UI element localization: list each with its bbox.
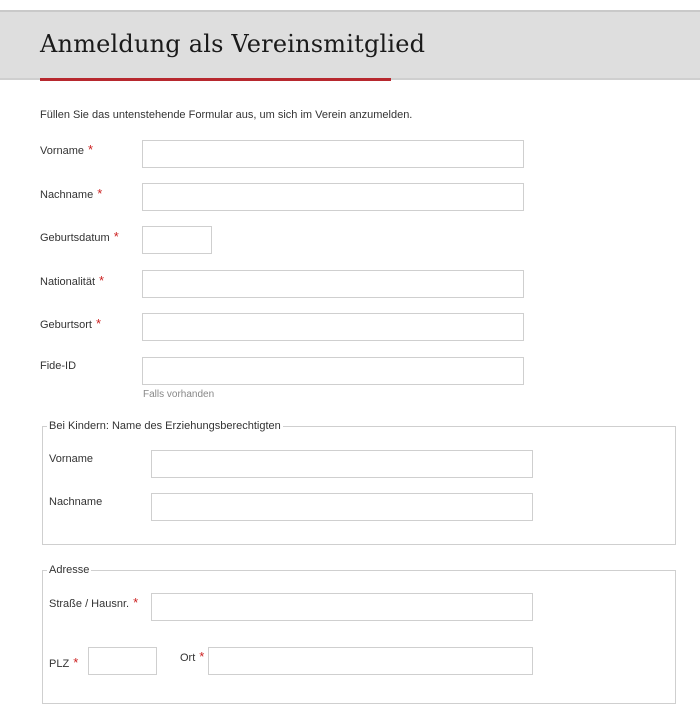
plz-label-text: PLZ	[49, 658, 70, 670]
nachname-input[interactable]	[142, 183, 524, 211]
form-intro: Füllen Sie das untenstehende Formular aus, um sich im Verein anzumelden.	[40, 109, 413, 121]
guardian-nachname-label: Nachname	[49, 496, 103, 508]
nachname-label-text: Nachname	[40, 189, 94, 201]
address-legend: Adresse	[49, 564, 90, 576]
geburtsdatum-label	[40, 229, 119, 244]
strasse-label	[49, 595, 138, 610]
required-marker: *	[133, 595, 139, 610]
ort-label	[180, 649, 204, 664]
fide-id-hint: Falls vorhanden	[143, 389, 215, 400]
plz-label	[49, 655, 78, 670]
guardian-nachname-input[interactable]	[151, 493, 533, 521]
nationalitaet-input[interactable]	[142, 270, 524, 298]
fide-id-label: Fide-ID	[40, 360, 77, 372]
guardian-legend: Bei Kindern: Name des Erziehungsberechtigten	[49, 420, 281, 432]
nationalitaet-label-text: Nationalität	[40, 276, 96, 288]
required-marker: *	[95, 316, 102, 331]
geburtsort-label	[40, 316, 101, 331]
strasse-label-text: Straße / Hausnr.	[49, 598, 130, 610]
geburtsdatum-label-text: Geburtsdatum	[40, 232, 110, 244]
ort-input[interactable]	[208, 647, 533, 675]
required-marker: *	[99, 273, 105, 288]
required-marker: *	[73, 655, 79, 670]
vorname-label	[40, 142, 93, 157]
geburtsort-label-text: Geburtsort	[40, 319, 92, 331]
plz-input[interactable]	[88, 647, 157, 675]
strasse-input[interactable]	[151, 593, 533, 621]
nachname-label	[40, 186, 102, 201]
ort-label-text: Ort	[180, 652, 196, 664]
required-marker: *	[97, 186, 103, 201]
fide-id-input[interactable]	[142, 357, 524, 385]
address-fieldset	[42, 564, 676, 704]
title-underline	[40, 78, 391, 81]
nationalitaet-label	[40, 273, 104, 288]
page-header	[0, 10, 700, 80]
vorname-label-text: Vorname	[40, 145, 85, 157]
geburtsdatum-input[interactable]	[142, 226, 212, 254]
page-title: Anmeldung als Vereinsmitglied	[40, 30, 426, 58]
guardian-vorname-label: Vorname	[49, 453, 94, 465]
required-marker: *	[199, 649, 205, 664]
required-marker: *	[88, 142, 94, 157]
guardian-vorname-input[interactable]	[151, 450, 533, 478]
vorname-input[interactable]	[142, 140, 524, 168]
geburtsort-input[interactable]	[142, 313, 524, 341]
required-marker: *	[113, 229, 119, 244]
guardian-fieldset	[42, 420, 676, 545]
